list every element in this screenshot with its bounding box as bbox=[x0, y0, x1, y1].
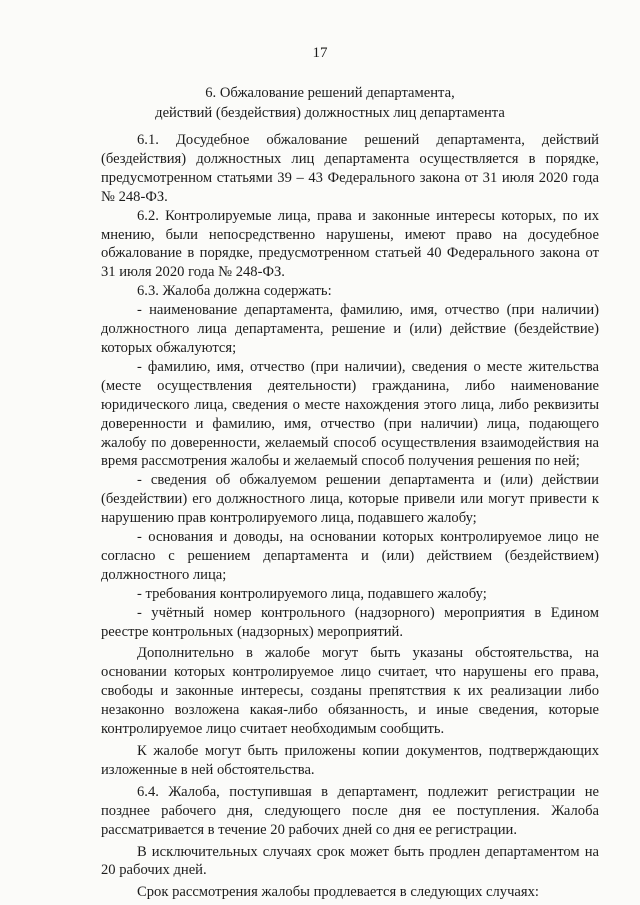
section-heading bbox=[100, 84, 560, 123]
paragraph-6-4: 6.4. Жалоба, поступившая в департамент, подлежит регистрации не позднее рабочего дня, следующего после дня ее поступления. Жалоба рассматривается в течение 20 рабочих дней со дня ее регистрации. bbox=[101, 783, 599, 838]
paragraph-extension-cases: Срок рассмотрения жалобы продлевается в следующих случаях: bbox=[137, 884, 539, 901]
list-item-decision-info: - сведения об обжалуемом решении департамента и (или) действии (бездействии) его должностного лица, которые привели или могут привести к нарушению прав контролируемого лица, подавшего жалобу; bbox=[101, 472, 599, 527]
document-body bbox=[101, 131, 599, 902]
paragraph-attachments: К жалобе могут быть приложены копии документов, подтверждающих изложенные в ней обстоятельства. bbox=[101, 743, 599, 778]
list-item-grounds: - основания и доводы, на основании которых контролируемое лицо не согласно с решением департамента и (или) действием (бездействием) должностного лица; bbox=[101, 529, 599, 583]
paragraph-additional-info: Дополнительно в жалобе могут быть указаны обстоятельства, на основании которых контролируемое лицо считает, что нарушены его права, свободы и законные интересы, созданы препятствия к их реализации либо незаконно возложена какая-либо обязанность, и иные сведения, которые контролируемое лицо считает необходимым сообщить. bbox=[101, 645, 599, 738]
section-heading-line-2: действий (бездействия) должностных лиц департамента bbox=[155, 104, 505, 121]
paragraph-6-2: 6.2. Контролируемые лица, права и законные интересы которых, по их мнению, были непосредственно нарушены, имеют право на досудебное обжалование в порядке, предусмотренном статьей 40 Федерального закона от 31 июля 2020 года № 248-ФЗ. bbox=[101, 207, 599, 281]
list-item-registry-number: - учётный номер контрольного (надзорного) мероприятия в Едином реестре контрольных (надзорных) мероприятий. bbox=[101, 604, 599, 640]
paragraph-6-1: 6.1. Досудебное обжалование решений департамента, действий (бездействия) должностных лиц департамента осуществляется в порядке, предусмотренном статьями 39 – 43 Федерального закона от 31 июля 2020 года № 248-ФЗ. bbox=[101, 132, 599, 205]
list-item-department-name: - наименование департамента, фамилию, имя, отчество (при наличии) должностного лица департамента, решение и (или) действие (бездействие) которых обжалуются; bbox=[101, 302, 599, 356]
paragraph-6-3: 6.3. Жалоба должна содержать: bbox=[137, 283, 332, 300]
list-item-applicant-info: - фамилию, имя, отчество (при наличии), сведения о месте жительства (месте осуществления деятельности) гражданина, либо наименование юридического лица, сведения о месте нахождения этого лица, либо реквизиты доверенности и фамилию, имя, отчество (при наличии) лица, подающего жалобу по доверенности, желаемый способ осуществления взаимодействия на время рассмотрения жалобы и желаемый способ получения решения по ней; bbox=[101, 358, 599, 470]
section-heading-line-1: 6. Обжалование решений департамента, bbox=[205, 85, 455, 101]
page-number: 17 bbox=[312, 45, 328, 61]
list-item-requirements: - требования контролируемого лица, подавшего жалобу; bbox=[137, 585, 487, 602]
paragraph-extension: В исключительных случаях срок может быть продлен департаментом на 20 рабочих дней. bbox=[101, 843, 599, 879]
